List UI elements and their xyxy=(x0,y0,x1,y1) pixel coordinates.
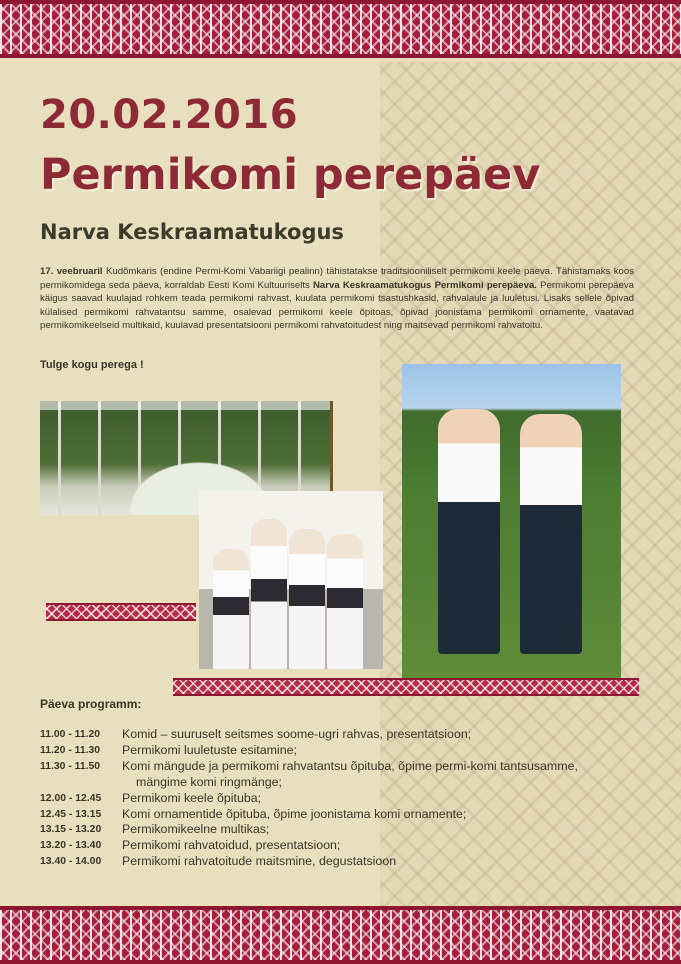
event-date: 20.02.2016 xyxy=(40,92,299,138)
program-desc: Komid – suuruselt seitsmes soome-ugri rahvas, presentatsioon; xyxy=(122,727,472,741)
intro-text-1: Kudõmkaris (endine Permi-Komi Vabariigi pealinn) tähistatakse traditsiooniliselt permikomi keele päeva. Tähistamaks koos permikomidega seda päeva, korraldab Eesti Komi Kultuuriselts xyxy=(40,266,634,291)
program-time: 12.00 - 12.45 xyxy=(40,792,102,804)
program-time: 11.00 - 11.20 xyxy=(40,729,101,740)
intro-text-2: Permikomi perepäeva käigus saavad kuulajad rohkem teada permikomi rahvast, kuulata permikomi tsastushkasid, rahvalaule ja luuletusi. Lisaks sellele õpivad külalised permikomi rahvatantsu samme, osalevad permikomi keele õpitoas, õpivad joonistama permikomi ornamente, vaatavad permikomikeelseid multikaid, kuulavad presentatsiooni permikomi rahvatoitudest ning maitsevad permikomi rahvatoitu. xyxy=(40,279,634,332)
program-time: 13.15 - 13.20 xyxy=(40,824,102,836)
ornament-stripe-right xyxy=(173,678,639,696)
program-item xyxy=(40,838,640,854)
top-ornament-band xyxy=(0,0,681,58)
intro-paragraph xyxy=(40,265,634,333)
program-time: 11.20 - 11.30 xyxy=(40,744,101,756)
photo-figure xyxy=(327,534,363,669)
photo-figure xyxy=(251,519,287,669)
program-item xyxy=(40,822,640,838)
program-desc: Permikomikeelne multikas; xyxy=(122,822,270,837)
program-item xyxy=(40,854,640,870)
event-location: Narva Keskraamatukogus xyxy=(40,220,344,244)
program-desc: Komi ornamentide õpituba, õpime joonistama komi ornamente; xyxy=(122,806,467,821)
program-desc-line: mängime komi ringmänge; xyxy=(136,774,282,789)
program-time: 12.45 - 13.15 xyxy=(40,808,102,820)
bottom-ornament-band xyxy=(0,906,681,964)
program-desc xyxy=(122,759,640,791)
program-item xyxy=(40,791,640,807)
program-heading: Päeva programm: xyxy=(40,697,142,711)
program-time: 13.20 - 13.40 xyxy=(40,840,102,852)
program-desc: Permikomi keele õpituba; xyxy=(122,790,262,805)
program-desc: Permikomi rahvatoitude maitsmine, degustatsioon xyxy=(122,854,397,869)
program-item xyxy=(40,743,640,759)
program-item xyxy=(40,807,640,823)
program-list xyxy=(40,727,640,870)
invitation-text: Tulge kogu perega ! xyxy=(40,359,144,371)
intro-highlight: Narva Keskraamatukogus Permikomi perepäeva. xyxy=(313,279,537,291)
photo-figure xyxy=(289,529,325,669)
program-time: 11.30 - 11.50 xyxy=(40,760,101,772)
program-item xyxy=(40,727,640,743)
ornament-stripe-left xyxy=(46,603,196,621)
intro-lead: 17. veebruaril xyxy=(40,266,103,277)
photo-figure xyxy=(520,414,582,654)
event-title: Permikomi perepäev xyxy=(40,150,541,200)
girls-group-photo xyxy=(199,491,383,669)
photo-figure xyxy=(438,409,500,654)
program-time: 13.40 - 14.00 xyxy=(40,856,102,868)
program-desc-line: Komi mängude ja permikomi rahvatantsu õpituba, õpime permi-komi tantsusamme, xyxy=(122,758,578,773)
program-item xyxy=(40,759,640,791)
meadow-women-photo xyxy=(402,364,621,679)
program-desc: Permikomi rahvatoidud, presentatsioon; xyxy=(122,838,341,853)
photo-figure xyxy=(213,549,249,669)
program-desc: Permikomi luuletuste esitamine; xyxy=(122,742,297,757)
